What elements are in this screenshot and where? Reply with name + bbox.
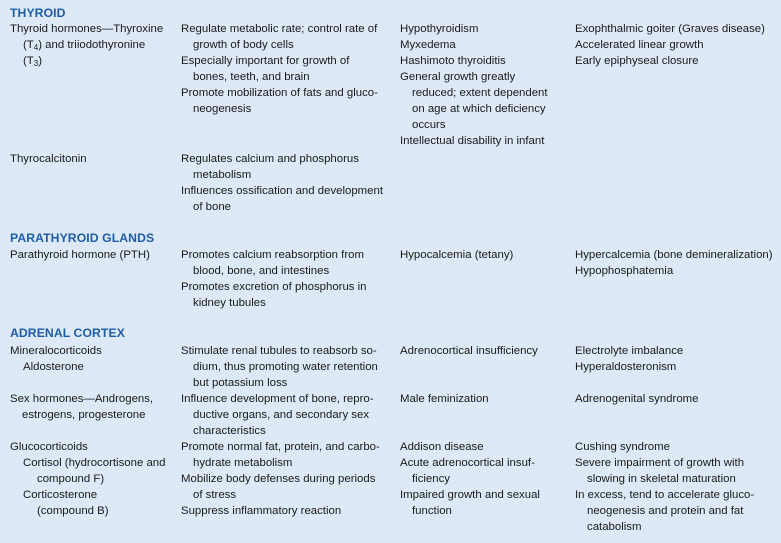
hypofunction-cell: Addison disease Acute adrenocortical insuf- ficiency Impaired growth and sexual function xyxy=(400,441,540,517)
hypofunction-cell: Hypothyroidism Myxedema Hashimoto thyroiditis General growth greatly reduced; extent dependent on age at which deficiency occurs Intellectual disability in infant xyxy=(400,23,548,147)
hyperfunction-cell: Hypercalcemia (bone demineralization) Hypophosphatemia xyxy=(575,249,773,277)
section-heading-adrenal-cortex: ADRENAL CORTEX xyxy=(10,326,125,340)
hormone-cell: Mineralocorticoids Aldosterone xyxy=(10,345,102,373)
action-cell: Regulate metabolic rate; control rate of growth of body cells Especially important for growth of bones, teeth, and brain Promote mobilization of fats and gluco- neogenesis xyxy=(181,23,378,115)
hormone-cell: Sex hormones—Androgens, estrogens, progesterone xyxy=(10,393,154,421)
action-cell: Stimulate renal tubules to reabsorb so- dium, thus promoting water retention but potassium loss xyxy=(181,345,378,389)
hormone-cell: Parathyroid hormone (PTH) xyxy=(10,249,150,261)
hypofunction-cell: Adrenocortical insufficiency xyxy=(400,345,538,357)
section-heading-parathyroid: PARATHYROID GLANDS xyxy=(10,231,155,245)
action-cell: Promotes calcium reabsorption from blood, bone, and intestines Promotes excretion of phosphorus in kidney tubules xyxy=(181,249,367,309)
hormone-cell: Thyrocalcitonin xyxy=(10,153,87,165)
hormone-cell: Glucocorticoids Cortisol (hydrocortisone and compound F) Corticosterone (compound B) xyxy=(10,441,166,517)
hyperfunction-cell: Adrenogenital syndrome xyxy=(575,393,699,405)
hyperfunction-cell: Electrolyte imbalance Hyperaldosteronism xyxy=(575,345,684,373)
hyperfunction-cell: Exophthalmic goiter (Graves disease) Accelerated linear growth Early epiphyseal closure xyxy=(575,23,765,67)
action-cell: Influence development of bone, repro- ductive organs, and secondary sex characteristics xyxy=(181,393,374,437)
hypofunction-cell: Hypocalcemia (tetany) xyxy=(400,249,514,261)
action-cell: Promote normal fat, protein, and carbo- hydrate metabolism Mobilize body defenses during periods of stress Suppress inflammatory reaction xyxy=(181,441,380,517)
section-heading-thyroid: THYROID xyxy=(10,6,66,20)
hormone-cell: Thyroid hormones—Thyroxine $(T_4)$ and triiodothyronine $(T_3)$ xyxy=(10,23,164,68)
hypofunction-cell: Male feminization xyxy=(400,393,489,405)
hyperfunction-cell: Cushing syndrome Severe impairment of growth with slowing in skeletal maturation In excess, tend to accelerate gluco- neogenesis and protein and fat catabolism xyxy=(575,441,755,533)
action-cell: Regulates calcium and phosphorus metabolism Influences ossification and development of bone xyxy=(181,153,383,213)
